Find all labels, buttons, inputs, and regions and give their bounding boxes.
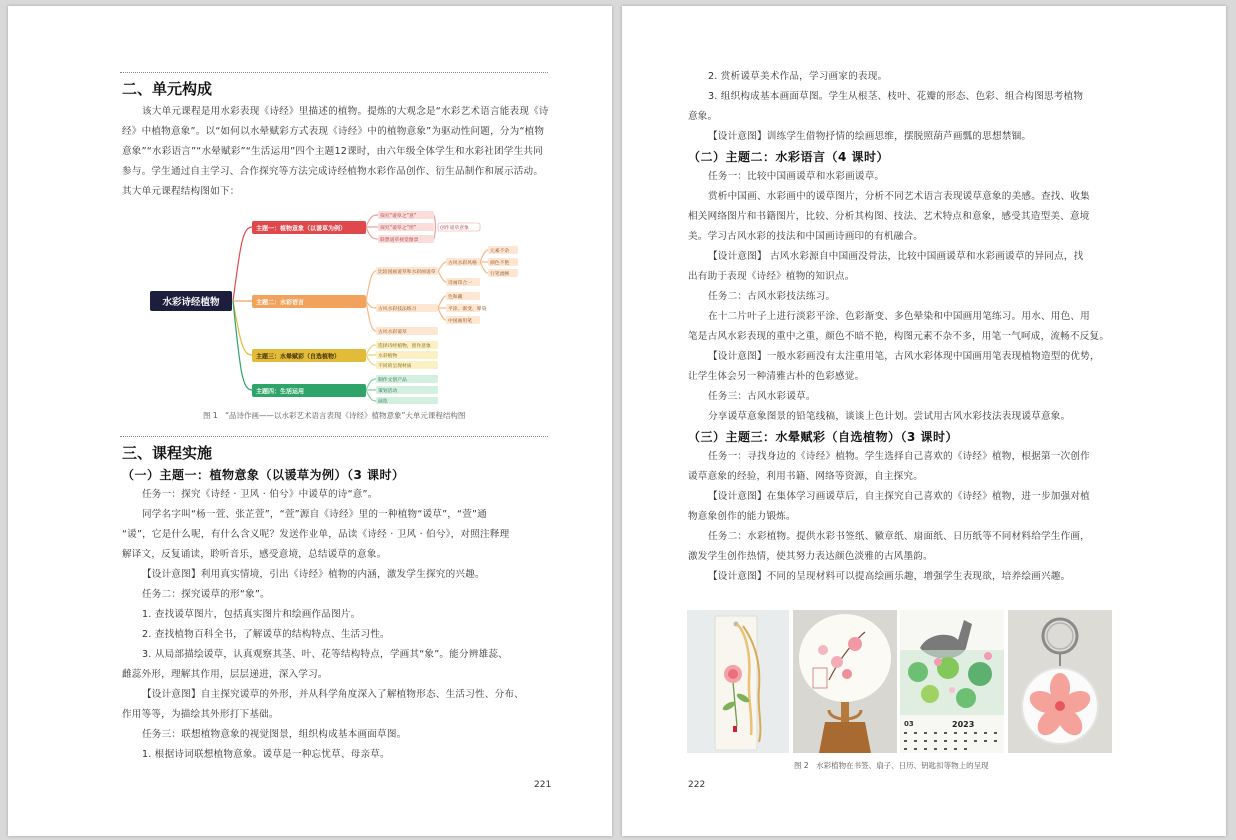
body-line: 同学名字叫“杨一萱、张芷萱”，“萱”源自《诗经》里的一种植物“谖草”，“萱”通 xyxy=(142,509,487,520)
topic3-heading: （三）主题三：水晕赋彩（自选植物）（3 课时） xyxy=(688,430,959,444)
mindmap-topic-4: 主题四：生活运用 xyxy=(256,388,305,396)
body-line: 解译文，反复诵读，聆听音乐，感受意境，总结谖草的意象。 xyxy=(122,549,387,560)
bookmark-photo xyxy=(687,610,789,753)
body-line: 【设计意图】不同的呈现材料可以提高绘画乐趣，增强学生表现欲，培养绘画兴趣。 xyxy=(708,571,1071,582)
figure1-caption: 图 1 “品诗作画——以水彩艺术语言表现《诗经》植物意象”大单元课程结构图 xyxy=(203,411,466,420)
mindmap-t4-child-2: 策划活动 xyxy=(378,389,398,394)
body-line: 任务二：水彩植物。提供水彩书签纸、徽章纸、扇面纸、日历纸等不同材料给学生作画， xyxy=(708,531,1090,542)
topic2-heading: （二）主题二：水彩语言（4 课时） xyxy=(688,150,890,164)
mindmap-topic-1: 主题一：植物意象（以谖草为例） xyxy=(256,225,347,233)
body-line: 任务一：探究《诗经 · 卫风 · 伯兮》中谖草的诗“意”。 xyxy=(142,489,378,500)
body-line: 任务三：联想植物意象的视觉图景，组织构成基本画面草图。 xyxy=(142,729,407,740)
mindmap-t2-sub2-1: 色和藏 xyxy=(448,295,463,300)
section-divider xyxy=(120,436,548,437)
body-line: 任务二：探究谖草的形“象”。 xyxy=(142,589,270,600)
body-line: 让学生体会另一种清雅古朴的色彩感觉。 xyxy=(688,371,865,382)
mindmap-t2-child-2: 古风水彩技法练习 xyxy=(378,307,417,312)
body-line: 【设计意图】一般水彩画没有太注重用笔，古风水彩体现中国画用笔表现植物造型的优势， xyxy=(708,351,1100,362)
mindmap-t2-sub1-2: 诗画印合一 xyxy=(448,281,472,286)
section2-paragraph: 该大单元课程是用水彩表现《诗经》里描述的植物。提炼的大观念是“水彩艺术语言能表现《诗经》中植物意象”。以“如何以水晕赋彩方式表现《诗经》中的植物意象”为驱动性问题，分为“植物意象”“水彩语言”“水晕赋彩”“生活运用”四个主题12课时，由六年级全体学生和水彩社团学生共同参与。学生通过自主学习、合作探究等方法完成诗经植物水彩作品创作、衍生品制作和展示活动。其大单元课程结构图如下： xyxy=(122,106,549,197)
body-line: 1. 根据诗词联想植物意象。谖草是一种忘忧草、母亲草。 xyxy=(142,749,390,760)
body-line: “谖”，它是什么呢，有什么含义呢？发送作业单，品读《诗经 · 卫风 · 伯兮》，对照注释理 xyxy=(122,529,510,540)
page-number: 222 xyxy=(688,780,706,790)
mindmap-root: 水彩诗经植物 xyxy=(162,297,220,308)
mindmap-t1-child-1: 探究“谖草之“意” xyxy=(380,214,417,219)
mindmap-t1-child-3: 联想谖草视觉图景 xyxy=(380,238,419,243)
body-line: 相关网络图片和书籍图片，比较、分析其构图、技法、艺术特点和意象，感受其造型美、意境 xyxy=(688,211,1090,222)
body-line: 作用等等，为描绘其外形打下基础。 xyxy=(122,709,279,720)
mindmap-t2-sub1-1: 古风水彩风格 xyxy=(448,261,477,266)
body-line: 美。学习古风水彩的技法和中国画诗画印的有机融合。 xyxy=(688,231,924,242)
mindmap-t4-child-1: 制作文创产品 xyxy=(378,378,407,383)
calendar-year: 2023 xyxy=(952,720,975,729)
left-page xyxy=(8,6,612,836)
mindmap-t2-sub2-2: 平涂、渐变、晕染 xyxy=(448,307,487,312)
body-line: 2. 赏析谖草美术作品，学习画家的表现。 xyxy=(708,71,888,82)
body-line: 在十二片叶子上进行淡彩平涂、色彩渐变、多色晕染和中国画用笔练习。用水、用色、用 xyxy=(708,311,1090,322)
body-line: 雌蕊外形，理解其作用，层层递进，深入学习。 xyxy=(122,669,328,680)
page-number: 221 xyxy=(534,780,552,790)
mindmap-topic-2: 主题二：水彩语言 xyxy=(256,299,305,307)
body-line: 【设计意图】 古风水彩源自中国画没骨法，比较中国画谖草和水彩画谖草的异同点，找 xyxy=(708,251,1084,262)
mindmap-t4-child-3: 展览 xyxy=(378,399,388,404)
body-line: 【设计意图】自主探究谖草的外形，并从科学角度深入了解植物形态、生活习性、分布、 xyxy=(142,689,524,700)
body-line: 笔是古风水彩表现的重中之重，颜色不暗不艳，构图元素不杂不多，用笔一气呵成，流畅不反复。 xyxy=(688,331,1110,342)
body-line: 激发学生创作热情，使其努力表达颜色淡雅的古风墨韵。 xyxy=(688,551,933,562)
body-line: 意象。 xyxy=(688,111,718,122)
mindmap-t2-child-1: 比较国画谖草和水彩画谖草 xyxy=(378,270,436,275)
mindmap-t2-leaf-3: 行笔流畅 xyxy=(490,272,510,277)
body-line: 物意象创作的能力锻炼。 xyxy=(688,511,796,522)
mindmap-t2-sub2-3: 中国画用笔 xyxy=(448,319,472,324)
body-line: 【设计意图】训练学生借物抒情的绘画思维，摆脱照葫芦画瓢的思想禁锢。 xyxy=(708,131,1032,142)
figure2-caption: 图 2 水彩植物在书签、扇子、日历、钥匙扣等物上的呈现 xyxy=(794,761,989,770)
mindmap-t2-leaf-2: 颜色不艳 xyxy=(490,261,510,266)
body-line: 3. 组织构成基本画面草图。学生从根茎、枝叶、花瓣的形态、色彩、组合构图思考植物 xyxy=(708,91,1084,102)
body-line: 1. 查找谖草图片，包括真实图片和绘画作品图片。 xyxy=(142,609,361,620)
mindmap-topic-3: 主题三：水晕赋彩（自选植物） xyxy=(256,353,341,361)
topic1-heading: （一）主题一：植物意象（以谖草为例）（3 课时） xyxy=(122,468,405,482)
body-line: 任务二：古风水彩技法练习。 xyxy=(708,291,836,302)
mindmap-t3-child-3: 不同的呈现材质 xyxy=(378,364,412,369)
body-line: 3. 从局部描绘谖草，认真观察其茎、叶、花等结构特点，学画其“象”。能分辨雄蕊、 xyxy=(142,649,508,660)
body-line: 谖草意象的经验，利用书籍、网络等资源，自主探究。 xyxy=(688,471,924,482)
mindmap-t1-child-2: 探究“谖草之“形” xyxy=(380,226,417,231)
calendar-month: 03 xyxy=(904,720,914,728)
body-line: 赏析中国画、水彩画中的谖草图片，分析不同艺术语言表现谖草意象的美感。查找、收集 xyxy=(708,191,1090,202)
body-line: 任务一：比较中国画谖草和水彩画谖草。 xyxy=(708,171,885,182)
calendar-photo xyxy=(900,610,1004,753)
section-divider xyxy=(120,72,548,73)
body-line: 任务一：寻找身边的《诗经》植物。学生选择自己喜欢的《诗经》植物，根据第一次创作 xyxy=(708,451,1090,462)
right-page xyxy=(622,6,1226,836)
body-line: 【设计意图】在集体学习画谖草后，自主探究自己喜欢的《诗经》植物，进一步加强对植 xyxy=(708,491,1090,502)
mindmap-t1-note: 创作谖草意象 xyxy=(440,226,469,231)
section3-title: 三、课程实施 xyxy=(122,444,213,462)
mindmap-t3-child-2: 水彩植物 xyxy=(378,354,398,359)
course-structure-mindmap xyxy=(120,209,520,404)
body-line: 任务三：古风水彩谖草。 xyxy=(708,391,816,402)
body-line: 分享谖草意象图景的铅笔线稿，谈谈上色计划。尝试用古风水彩技法表现谖草意象。 xyxy=(708,411,1071,422)
body-line: 【设计意图】利用真实情境，引出《诗经》植物的内涵，激发学生探究的兴趣。 xyxy=(142,569,485,580)
mindmap-t2-child-3: 古风水彩谖草 xyxy=(378,330,407,335)
mindmap-t2-leaf-1: 元素不杂 xyxy=(490,249,510,254)
fan-photo xyxy=(793,610,897,753)
mindmap-t3-child-1: 选择诗经植物，创作意象 xyxy=(378,344,431,349)
body-line: 出有助于表现《诗经》植物的知识点。 xyxy=(688,271,855,282)
body-line: 2. 查找植物百科全书，了解谖草的结构特点、生活习性。 xyxy=(142,629,390,640)
section2-title: 二、单元构成 xyxy=(122,80,213,98)
keychain-photo xyxy=(1008,610,1112,753)
